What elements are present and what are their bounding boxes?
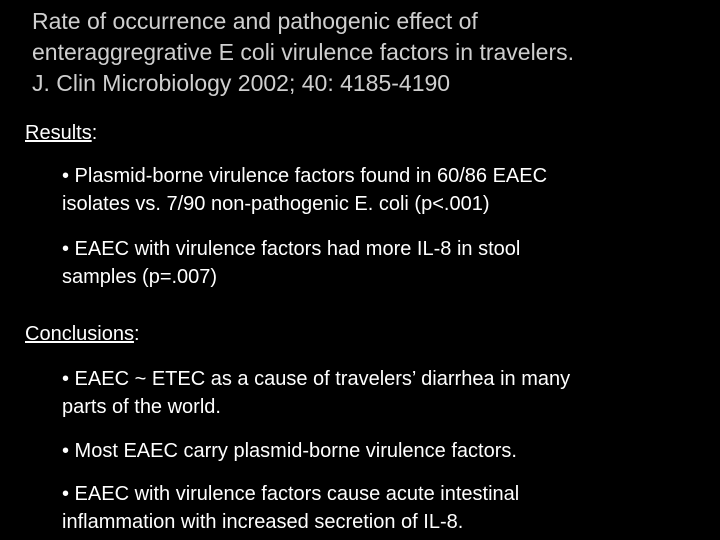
results-heading-label: Results xyxy=(25,122,92,144)
conclusions-heading-colon: : xyxy=(133,323,140,345)
slide-title xyxy=(32,6,712,99)
results-heading xyxy=(25,120,97,146)
bullet-line: • Plasmid-borne virulence factors found in 60/86 EAEC xyxy=(62,165,548,187)
conclusions-heading xyxy=(25,321,140,347)
title-line: J. Clin Microbiology 2002; 40: 4185-4190 xyxy=(32,70,451,96)
conclusions-bullet-2 xyxy=(62,437,702,465)
conclusions-bullet-3 xyxy=(62,480,702,536)
title-line: Rate of occurrence and pathogenic effect of xyxy=(32,8,478,34)
conclusions-bullet-1 xyxy=(62,365,702,421)
bullet-line: • EAEC ~ ETEC as a cause of travelers’ diarrhea in many xyxy=(62,368,571,390)
bullet-line: • EAEC with virulence factors had more IL-8 in stool xyxy=(62,238,521,260)
title-line: enteraggregrative E coli virulence factors in travelers. xyxy=(32,39,575,65)
bullet-line: • EAEC with virulence factors cause acute intestinal xyxy=(62,483,520,505)
bullet-line: samples (p=.007) xyxy=(62,266,218,288)
results-bullet-1 xyxy=(62,162,702,218)
results-bullet-2 xyxy=(62,235,702,291)
results-heading-colon: : xyxy=(91,122,98,144)
bullet-line: inflammation with increased secretion of IL-8. xyxy=(62,511,464,533)
conclusions-heading-label: Conclusions xyxy=(25,323,134,345)
bullet-line: isolates vs. 7/90 non-pathogenic E. coli (p<.001) xyxy=(62,193,490,215)
bullet-line: • Most EAEC carry plasmid-borne virulence factors. xyxy=(62,440,517,462)
bullet-line: parts of the world. xyxy=(62,396,221,418)
